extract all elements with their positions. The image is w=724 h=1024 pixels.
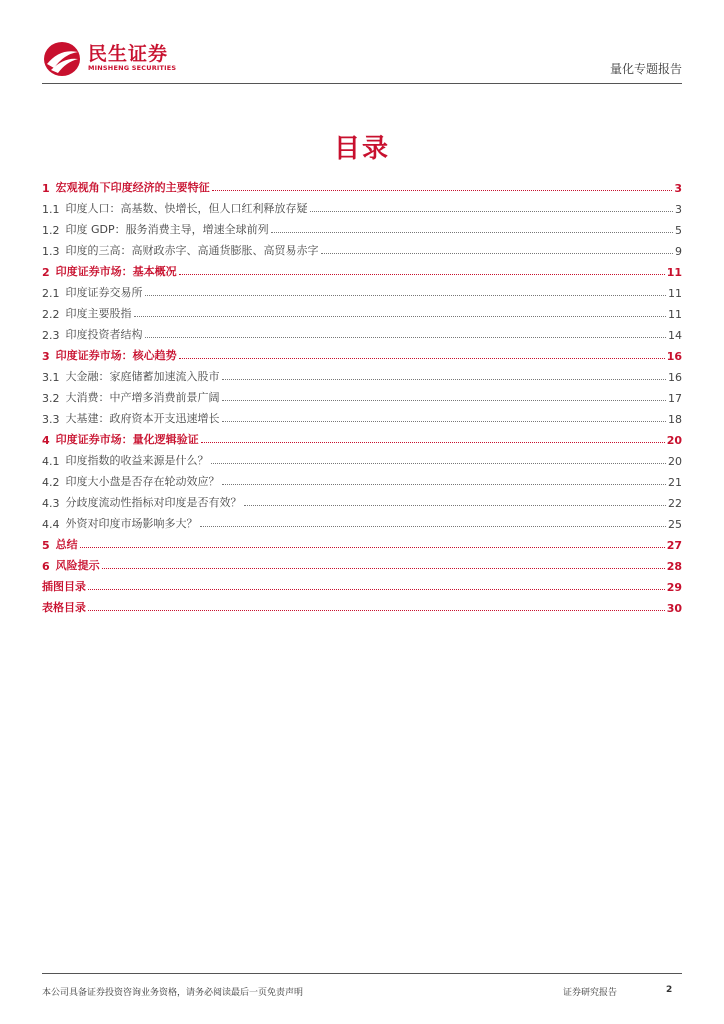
toc-entry-number: 4.4 — [42, 518, 60, 531]
toc-dot-leader — [310, 211, 674, 212]
toc-dot-leader — [145, 295, 667, 296]
toc-dot-leader — [244, 505, 667, 506]
toc-dot-leader — [145, 337, 667, 338]
toc-entry[interactable] — [42, 426, 682, 447]
toc-dot-leader — [201, 442, 665, 443]
toc-entry[interactable] — [42, 258, 682, 279]
toc-entry-title: 印度证券市场：核心趋势 — [55, 349, 177, 362]
toc-entry-page: 28 — [666, 560, 682, 573]
toc-entry-number: 5 — [42, 539, 50, 552]
toc-entry-number: 2 — [42, 266, 50, 279]
toc-dot-leader — [88, 589, 665, 590]
toc-entry[interactable] — [42, 321, 682, 342]
toc-dot-leader — [211, 463, 667, 464]
page-number: 2 — [666, 985, 673, 995]
toc-entry-number: 2.3 — [42, 329, 60, 342]
toc-entry-title: 印度的三高：高财政赤字、高通货膨胀、高贸易赤字 — [65, 244, 319, 257]
toc-entry-title: 印度证券市场：基本概况 — [55, 265, 177, 278]
toc-entry[interactable] — [42, 510, 682, 531]
toc-dot-leader — [88, 610, 665, 611]
toc-entry-number: 4.2 — [42, 476, 60, 489]
toc-entry-page: 25 — [668, 518, 682, 531]
toc-entry-page: 21 — [668, 476, 682, 489]
toc-entry-page: 11 — [668, 287, 682, 300]
toc-entry-page: 30 — [666, 602, 682, 615]
toc-entry-title: 印度证券交易所 — [65, 286, 143, 299]
toc-entry-number: 1.1 — [42, 203, 60, 216]
toc-entry-page: 27 — [666, 539, 682, 552]
toc-entry[interactable] — [42, 195, 682, 216]
toc-entry-title: 风险提示 — [55, 559, 100, 572]
toc-entry[interactable] — [42, 363, 682, 384]
toc-entry[interactable] — [42, 489, 682, 510]
toc-dot-leader — [222, 484, 667, 485]
toc-entry[interactable] — [42, 342, 682, 363]
toc-entry-title: 总结 — [55, 538, 78, 551]
toc-entry-page: 5 — [675, 224, 682, 237]
toc-dot-leader — [179, 358, 665, 359]
toc-dot-leader — [80, 547, 665, 548]
toc-entry-title: 印度主要股指 — [65, 307, 132, 320]
table-of-contents — [42, 174, 682, 615]
toc-entry-title: 大金融：家庭储蓄加速流入股市 — [65, 370, 220, 383]
toc-entry-title: 插图目录 — [42, 580, 86, 593]
toc-entry-title: 印度指数的收益来源是什么？ — [65, 454, 209, 467]
toc-entry[interactable] — [42, 300, 682, 321]
toc-entry-page: 3 — [674, 182, 682, 195]
footer-disclaimer: 本公司具备证券投资咨询业务资格，请务必阅读最后一页免责声明 — [42, 988, 304, 998]
toc-entry[interactable] — [42, 405, 682, 426]
toc-entry[interactable] — [42, 447, 682, 468]
toc-entry[interactable] — [42, 384, 682, 405]
toc-dot-leader — [271, 232, 673, 233]
toc-entry-title: 印度人口：高基数、快增长，但人口红利释放存疑 — [65, 202, 308, 215]
toc-title: 目录 — [333, 134, 390, 164]
report-type-label: 量化专题报告 — [609, 62, 682, 76]
toc-entry[interactable] — [42, 279, 682, 300]
toc-dot-leader — [200, 526, 667, 527]
toc-entry[interactable] — [42, 174, 682, 195]
toc-entry-page: 16 — [668, 371, 682, 384]
toc-entry[interactable] — [42, 237, 682, 258]
toc-entry-number: 4 — [42, 434, 50, 447]
toc-entry-number: 3 — [42, 350, 50, 363]
logo-english-text: MINSHENG SECURITIES — [88, 64, 177, 72]
company-logo — [42, 38, 182, 82]
toc-entry-number: 2.1 — [42, 287, 60, 300]
page-header — [42, 38, 682, 84]
toc-entry-page: 14 — [668, 329, 682, 342]
header-divider — [42, 83, 682, 84]
toc-entry-page: 17 — [668, 392, 682, 405]
toc-dot-leader — [179, 274, 665, 275]
toc-entry-number: 3.2 — [42, 392, 60, 405]
toc-dot-leader — [212, 190, 673, 191]
toc-entry-title: 分歧度流动性指标对印度是否有效？ — [65, 496, 242, 509]
toc-entry-page: 18 — [668, 413, 682, 426]
toc-entry[interactable] — [42, 594, 682, 615]
toc-entry-number: 2.2 — [42, 308, 60, 321]
toc-entry-page: 20 — [668, 455, 682, 468]
toc-dot-leader — [321, 253, 674, 254]
toc-entry-number: 3.3 — [42, 413, 60, 426]
toc-entry[interactable] — [42, 216, 682, 237]
toc-entry-number: 4.1 — [42, 455, 60, 468]
toc-entry-title: 大基建：政府资本开支迅速增长 — [65, 412, 220, 425]
toc-dot-leader — [222, 379, 667, 380]
toc-entry-page: 20 — [666, 434, 682, 447]
toc-entry-title: 印度证券市场：量化逻辑验证 — [55, 433, 199, 446]
toc-entry-title: 印度大小盘是否存在轮动效应？ — [65, 475, 220, 488]
toc-entry-page: 9 — [675, 245, 682, 258]
toc-entry-page: 11 — [666, 266, 682, 279]
toc-entry-title: 印度 GDP：服务消费主导，增速全球前列 — [65, 223, 269, 236]
toc-entry-page: 11 — [668, 308, 682, 321]
toc-entry-title: 宏观视角下印度经济的主要特征 — [55, 181, 210, 194]
toc-entry-page: 29 — [666, 581, 682, 594]
footer-report-type: 证券研究报告 — [563, 988, 618, 998]
toc-entry[interactable] — [42, 552, 682, 573]
footer-divider — [42, 973, 682, 974]
toc-entry-title: 大消费：中产增多消费前景广阔 — [65, 391, 220, 404]
toc-entry-title: 表格目录 — [42, 601, 86, 614]
toc-entry-title: 印度投资者结构 — [65, 328, 143, 341]
toc-entry[interactable] — [42, 531, 682, 552]
toc-entry-page: 16 — [666, 350, 682, 363]
toc-entry-page: 3 — [675, 203, 682, 216]
toc-entry-number: 1.3 — [42, 245, 60, 258]
toc-entry[interactable] — [42, 468, 682, 489]
toc-entry-number: 3.1 — [42, 371, 60, 384]
logo-chinese-text: 民生证券 — [88, 43, 169, 65]
toc-entry-number: 1.2 — [42, 224, 60, 237]
toc-entry[interactable] — [42, 573, 682, 594]
toc-dot-leader — [222, 421, 667, 422]
minsheng-logo-icon — [42, 40, 82, 78]
toc-entry-number: 6 — [42, 560, 50, 573]
toc-entry-number: 1 — [42, 182, 50, 195]
toc-dot-leader — [134, 316, 667, 317]
toc-dot-leader — [102, 568, 665, 569]
toc-entry-page: 22 — [668, 497, 682, 510]
toc-dot-leader — [222, 400, 667, 401]
toc-entry-title: 外资对印度市场影响多大？ — [65, 517, 198, 530]
toc-entry-number: 4.3 — [42, 497, 60, 510]
